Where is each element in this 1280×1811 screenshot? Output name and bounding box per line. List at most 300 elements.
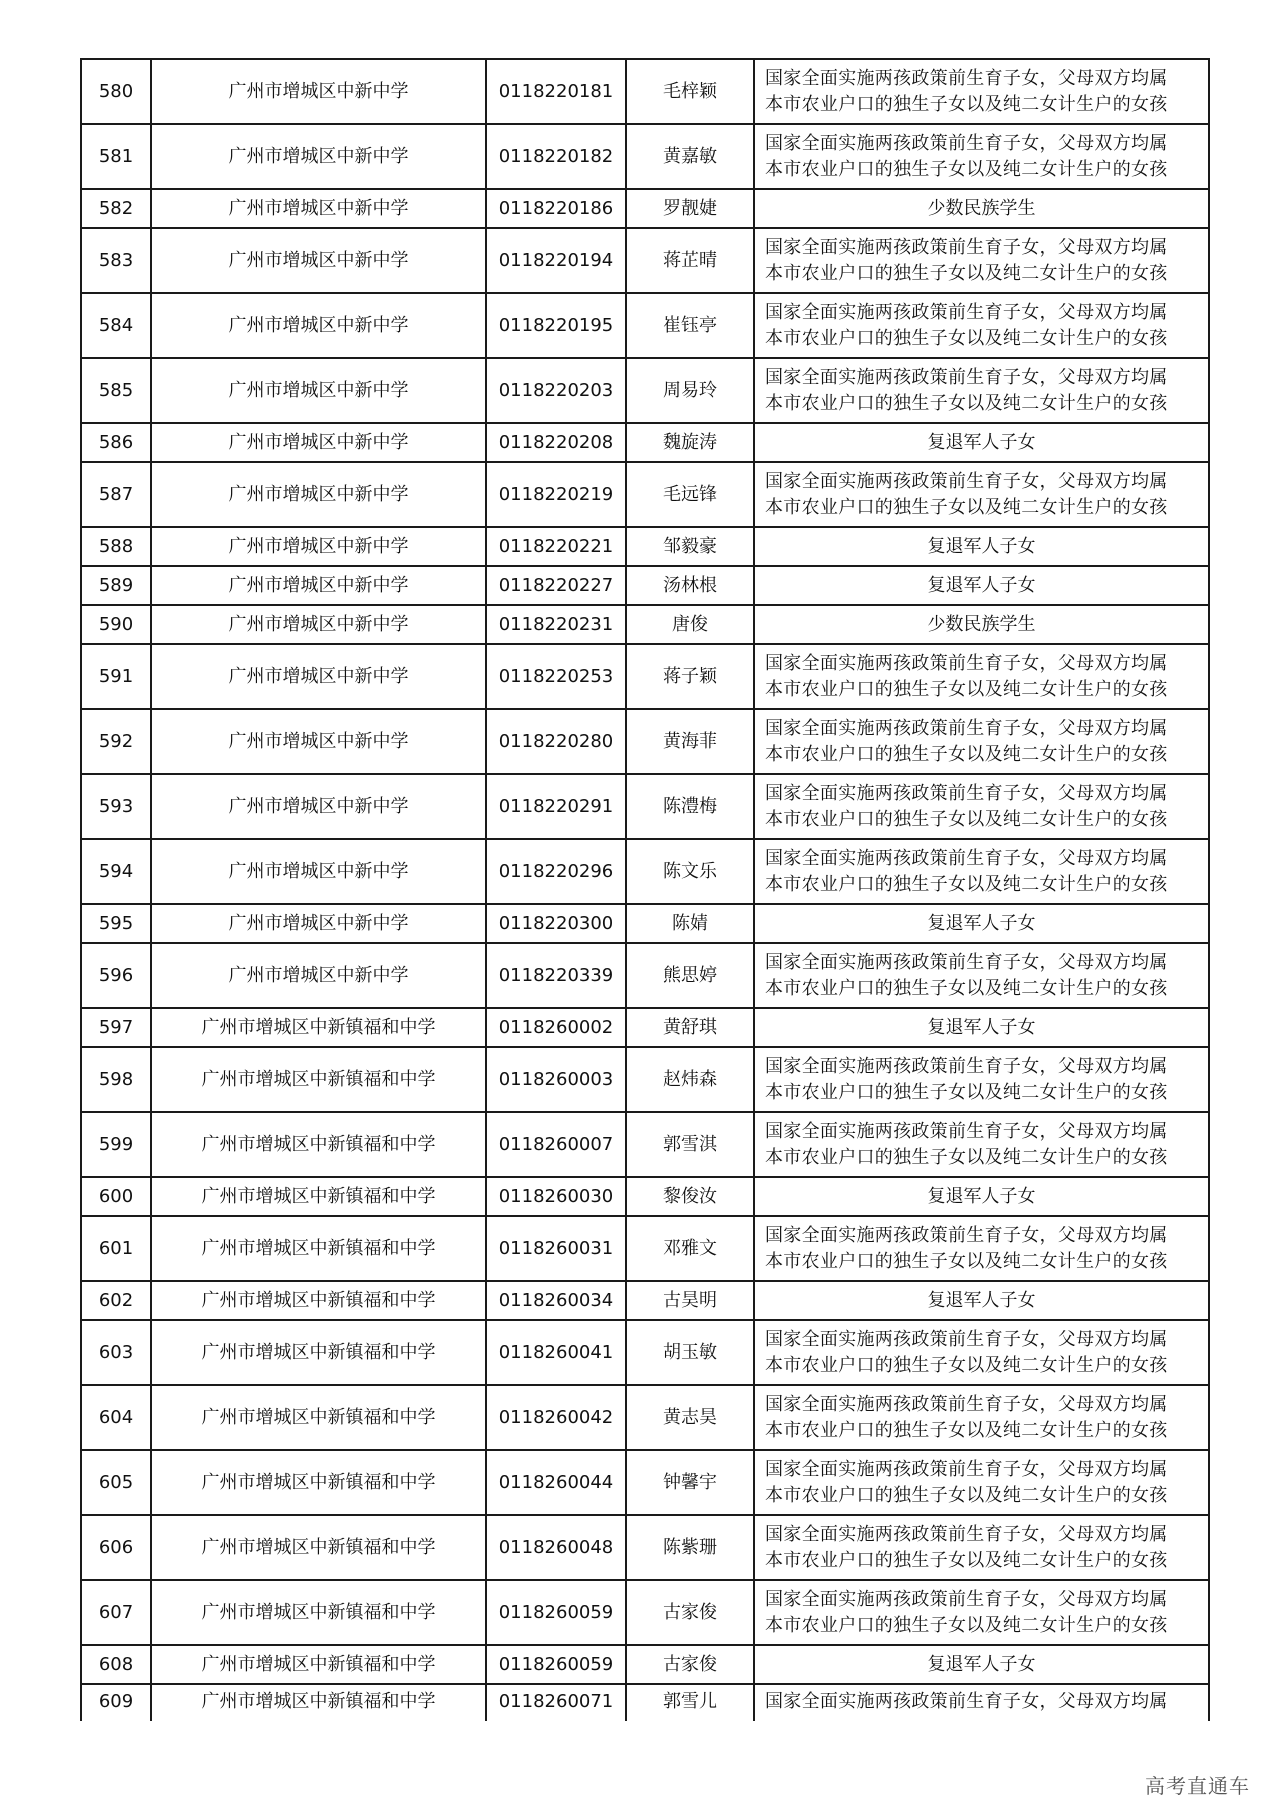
eligibility-reason bbox=[754, 644, 1209, 709]
table-row bbox=[81, 774, 1209, 839]
student-code-text: 0118220231 bbox=[498, 613, 614, 635]
school-name-text: 广州市增城区中新镇福和中学 bbox=[201, 1341, 436, 1363]
student-code bbox=[486, 228, 626, 293]
student-name-text: 毛梓颖 bbox=[663, 80, 717, 102]
school-name-text: 广州市增城区中新镇福和中学 bbox=[201, 1289, 436, 1311]
table-row bbox=[81, 189, 1209, 228]
student-name-text: 邓雅文 bbox=[663, 1237, 717, 1259]
student-code-text: 0118220291 bbox=[498, 795, 614, 817]
eligibility-reason bbox=[754, 566, 1209, 605]
eligibility-reason bbox=[754, 774, 1209, 839]
school-name-text: 广州市增城区中新镇福和中学 bbox=[201, 1653, 436, 1675]
school-name bbox=[151, 566, 486, 605]
row-index bbox=[81, 1320, 151, 1385]
school-name-text: 广州市增城区中新中学 bbox=[228, 860, 409, 882]
student-code bbox=[486, 1177, 626, 1216]
student-code bbox=[486, 1047, 626, 1112]
row-index bbox=[81, 605, 151, 644]
school-name bbox=[151, 358, 486, 423]
row-index bbox=[81, 566, 151, 605]
student-code bbox=[486, 1216, 626, 1281]
student-code-text: 0118260034 bbox=[498, 1289, 614, 1311]
row-index-text: 582 bbox=[98, 197, 134, 219]
school-name-text: 广州市增城区中新镇福和中学 bbox=[201, 1601, 436, 1623]
school-name bbox=[151, 839, 486, 904]
eligibility-reason-text: 国家全面实施两孩政策前生育子女，父母双方均属 本市农业户口的独生子女以及纯二女计生户的女孩 bbox=[765, 1328, 1168, 1376]
school-name bbox=[151, 904, 486, 943]
row-index-text: 604 bbox=[98, 1406, 134, 1428]
eligibility-reason-text: 国家全面实施两孩政策前生育子女，父母双方均属 本市农业户口的独生子女以及纯二女计生户的女孩 bbox=[765, 1588, 1168, 1636]
student-name bbox=[626, 59, 754, 124]
eligibility-reason-text: 国家全面实施两孩政策前生育子女，父母双方均属 本市农业户口的独生子女以及纯二女计生户的女孩 bbox=[765, 1458, 1168, 1506]
student-name-text: 蒋芷晴 bbox=[663, 249, 717, 271]
student-code bbox=[486, 462, 626, 527]
student-name-text: 钟馨宇 bbox=[663, 1471, 717, 1493]
row-index-text: 585 bbox=[98, 379, 134, 401]
student-code bbox=[486, 189, 626, 228]
table-row bbox=[81, 228, 1209, 293]
row-index bbox=[81, 943, 151, 1008]
row-index-text: 593 bbox=[98, 795, 134, 817]
student-code-text: 0118260030 bbox=[498, 1185, 614, 1207]
student-code-text: 0118220253 bbox=[498, 665, 614, 687]
student-code bbox=[486, 59, 626, 124]
student-name-text: 黄舒琪 bbox=[663, 1016, 717, 1038]
table-row bbox=[81, 1216, 1209, 1281]
student-name bbox=[626, 774, 754, 839]
student-code-text: 0118220182 bbox=[498, 145, 614, 167]
row-index-text: 595 bbox=[98, 912, 134, 934]
eligibility-reason-text: 国家全面实施两孩政策前生育子女，父母双方均属 本市农业户口的独生子女以及纯二女计生户的女孩 bbox=[765, 67, 1168, 115]
school-name-text: 广州市增城区中新镇福和中学 bbox=[201, 1016, 436, 1038]
student-code bbox=[486, 839, 626, 904]
table-row bbox=[81, 1112, 1209, 1177]
student-name bbox=[626, 566, 754, 605]
table-row bbox=[81, 1645, 1209, 1684]
eligibility-reason bbox=[754, 1684, 1209, 1721]
school-name-text: 广州市增城区中新中学 bbox=[228, 431, 409, 453]
eligibility-reason bbox=[754, 59, 1209, 124]
row-index-text: 601 bbox=[98, 1237, 134, 1259]
school-name bbox=[151, 293, 486, 358]
row-index bbox=[81, 423, 151, 462]
row-index-text: 605 bbox=[98, 1471, 134, 1493]
student-name-text: 郭雪儿 bbox=[663, 1691, 717, 1712]
row-index bbox=[81, 1580, 151, 1645]
student-code-text: 0118260031 bbox=[498, 1237, 614, 1259]
school-name bbox=[151, 1008, 486, 1047]
school-name-text: 广州市增城区中新中学 bbox=[228, 197, 409, 219]
school-name-text: 广州市增城区中新中学 bbox=[228, 730, 409, 752]
eligibility-reason-text: 国家全面实施两孩政策前生育子女，父母双方均属 本市农业户口的独生子女以及纯二女计生户的女孩 bbox=[765, 652, 1168, 700]
student-name bbox=[626, 605, 754, 644]
student-code bbox=[486, 1645, 626, 1684]
eligibility-reason-text: 国家全面实施两孩政策前生育子女，父母双方均属 本市农业户口的独生子女以及纯二女计生户的女孩 bbox=[765, 717, 1168, 765]
school-name-text: 广州市增城区中新中学 bbox=[228, 795, 409, 817]
student-code bbox=[486, 904, 626, 943]
student-code bbox=[486, 1580, 626, 1645]
school-name-text: 广州市增城区中新镇福和中学 bbox=[201, 1133, 436, 1155]
row-index-text: 591 bbox=[98, 665, 134, 687]
table-row bbox=[81, 59, 1209, 124]
student-code bbox=[486, 605, 626, 644]
table-row bbox=[81, 358, 1209, 423]
eligibility-reason-text: 国家全面实施两孩政策前生育子女，父母双方均属 本市农业户口的独生子女以及纯二女计生户的女孩 bbox=[765, 1055, 1168, 1103]
student-name-text: 赵炜森 bbox=[663, 1068, 717, 1090]
student-code bbox=[486, 1320, 626, 1385]
row-index bbox=[81, 709, 151, 774]
student-name-text: 古家俊 bbox=[663, 1653, 717, 1675]
eligibility-reason bbox=[754, 1320, 1209, 1385]
row-index-text: 600 bbox=[98, 1185, 134, 1207]
row-index bbox=[81, 189, 151, 228]
student-name-text: 黎俊汝 bbox=[663, 1185, 717, 1207]
student-code-text: 0118260042 bbox=[498, 1406, 614, 1428]
row-index-text: 586 bbox=[98, 431, 134, 453]
eligibility-reason bbox=[754, 904, 1209, 943]
eligibility-reason bbox=[754, 943, 1209, 1008]
eligibility-reason-text: 少数民族学生 bbox=[927, 197, 1036, 219]
school-name bbox=[151, 423, 486, 462]
eligibility-reason bbox=[754, 358, 1209, 423]
student-code-text: 0118220219 bbox=[498, 483, 614, 505]
student-code-text: 0118220296 bbox=[498, 860, 614, 882]
student-name bbox=[626, 1177, 754, 1216]
school-name bbox=[151, 1450, 486, 1515]
school-name bbox=[151, 189, 486, 228]
school-name bbox=[151, 774, 486, 839]
row-index-text: 597 bbox=[98, 1016, 134, 1038]
row-index bbox=[81, 1177, 151, 1216]
table-row bbox=[81, 605, 1209, 644]
school-name bbox=[151, 709, 486, 774]
school-name bbox=[151, 1645, 486, 1684]
student-code-text: 0118220181 bbox=[498, 80, 614, 102]
student-name bbox=[626, 423, 754, 462]
school-name bbox=[151, 1112, 486, 1177]
table-row bbox=[81, 124, 1209, 189]
student-code-text: 0118220221 bbox=[498, 535, 614, 557]
eligibility-reason-text: 少数民族学生 bbox=[927, 613, 1036, 635]
student-code-text: 0118260059 bbox=[498, 1601, 614, 1623]
eligibility-reason-text: 复退军人子女 bbox=[927, 1289, 1036, 1311]
student-name-text: 胡玉敏 bbox=[663, 1341, 717, 1363]
enrollment-table bbox=[80, 58, 1210, 1721]
school-name-text: 广州市增城区中新中学 bbox=[228, 574, 409, 596]
student-code-text: 0118220280 bbox=[498, 730, 614, 752]
eligibility-reason-text: 国家全面实施两孩政策前生育子女，父母双方均属 bbox=[765, 1691, 1168, 1712]
school-name bbox=[151, 228, 486, 293]
table-row bbox=[81, 1047, 1209, 1112]
eligibility-reason bbox=[754, 527, 1209, 566]
school-name-text: 广州市增城区中新中学 bbox=[228, 483, 409, 505]
school-name-text: 广州市增城区中新中学 bbox=[228, 535, 409, 557]
row-index-text: 599 bbox=[98, 1133, 134, 1155]
student-code bbox=[486, 1008, 626, 1047]
table-row bbox=[81, 904, 1209, 943]
student-name bbox=[626, 1320, 754, 1385]
student-code bbox=[486, 644, 626, 709]
eligibility-reason-text: 复退军人子女 bbox=[927, 1016, 1036, 1038]
student-name bbox=[626, 1216, 754, 1281]
school-name bbox=[151, 59, 486, 124]
row-index bbox=[81, 1281, 151, 1320]
school-name-text: 广州市增城区中新中学 bbox=[228, 379, 409, 401]
school-name-text: 广州市增城区中新镇福和中学 bbox=[201, 1406, 436, 1428]
student-name-text: 陈紫珊 bbox=[663, 1536, 717, 1558]
row-index-text: 580 bbox=[98, 80, 134, 102]
student-code-text: 0118260007 bbox=[498, 1133, 614, 1155]
student-code bbox=[486, 709, 626, 774]
student-name bbox=[626, 1047, 754, 1112]
eligibility-reason bbox=[754, 605, 1209, 644]
student-name bbox=[626, 1385, 754, 1450]
student-code-text: 0118220195 bbox=[498, 314, 614, 336]
document-page bbox=[80, 58, 1208, 1721]
student-name bbox=[626, 228, 754, 293]
student-name bbox=[626, 644, 754, 709]
row-index bbox=[81, 1112, 151, 1177]
student-code bbox=[486, 943, 626, 1008]
row-index-text: 598 bbox=[98, 1068, 134, 1090]
school-name bbox=[151, 462, 486, 527]
row-index bbox=[81, 644, 151, 709]
school-name bbox=[151, 1684, 486, 1721]
school-name bbox=[151, 1281, 486, 1320]
student-code bbox=[486, 423, 626, 462]
row-index-text: 588 bbox=[98, 535, 134, 557]
student-name-text: 崔钰亭 bbox=[663, 314, 717, 336]
row-index-text: 584 bbox=[98, 314, 134, 336]
student-name bbox=[626, 1281, 754, 1320]
eligibility-reason-text: 国家全面实施两孩政策前生育子女，父母双方均属 本市农业户口的独生子女以及纯二女计生户的女孩 bbox=[765, 1393, 1168, 1441]
student-name-text: 陈澧梅 bbox=[663, 795, 717, 817]
row-index bbox=[81, 59, 151, 124]
eligibility-reason bbox=[754, 462, 1209, 527]
student-code bbox=[486, 1515, 626, 1580]
student-code-text: 0118260002 bbox=[498, 1016, 614, 1038]
eligibility-reason bbox=[754, 1047, 1209, 1112]
table-row bbox=[81, 644, 1209, 709]
student-code-text: 0118220300 bbox=[498, 912, 614, 934]
student-code bbox=[486, 1281, 626, 1320]
table-row bbox=[81, 839, 1209, 904]
student-name-text: 邹毅豪 bbox=[663, 535, 717, 557]
school-name-text: 广州市增城区中新中学 bbox=[228, 145, 409, 167]
eligibility-reason-text: 复退军人子女 bbox=[927, 535, 1036, 557]
row-index bbox=[81, 1450, 151, 1515]
table-row bbox=[81, 943, 1209, 1008]
student-code bbox=[486, 1684, 626, 1721]
student-code-text: 0118220203 bbox=[498, 379, 614, 401]
row-index-text: 581 bbox=[98, 145, 134, 167]
school-name-text: 广州市增城区中新中学 bbox=[228, 314, 409, 336]
student-name bbox=[626, 839, 754, 904]
row-index-text: 609 bbox=[98, 1691, 134, 1712]
row-index-text: 606 bbox=[98, 1536, 134, 1558]
school-name bbox=[151, 605, 486, 644]
student-code-text: 0118220227 bbox=[498, 574, 614, 596]
table-row bbox=[81, 1281, 1209, 1320]
student-name bbox=[626, 358, 754, 423]
row-index-text: 594 bbox=[98, 860, 134, 882]
student-code-text: 0118260071 bbox=[498, 1691, 614, 1712]
watermark-text: 高考直通车 bbox=[1145, 1774, 1250, 1798]
eligibility-reason bbox=[754, 1177, 1209, 1216]
student-name bbox=[626, 189, 754, 228]
school-name bbox=[151, 1385, 486, 1450]
row-index-text: 592 bbox=[98, 730, 134, 752]
student-name-text: 魏旋涛 bbox=[663, 431, 717, 453]
school-name bbox=[151, 1320, 486, 1385]
school-name bbox=[151, 943, 486, 1008]
student-code-text: 0118220194 bbox=[498, 249, 614, 271]
student-name-text: 陈婧 bbox=[672, 912, 708, 934]
student-code bbox=[486, 1112, 626, 1177]
student-name-text: 罗靓婕 bbox=[663, 197, 717, 219]
table-body bbox=[81, 59, 1209, 1721]
student-name bbox=[626, 1112, 754, 1177]
row-index bbox=[81, 527, 151, 566]
row-index bbox=[81, 293, 151, 358]
eligibility-reason bbox=[754, 189, 1209, 228]
row-index bbox=[81, 1008, 151, 1047]
student-name bbox=[626, 943, 754, 1008]
row-index bbox=[81, 1047, 151, 1112]
student-name-text: 古昊明 bbox=[663, 1289, 717, 1311]
row-index bbox=[81, 774, 151, 839]
table-row bbox=[81, 709, 1209, 774]
eligibility-reason bbox=[754, 1281, 1209, 1320]
student-name-text: 蒋子颖 bbox=[663, 665, 717, 687]
row-index bbox=[81, 1684, 151, 1721]
row-index bbox=[81, 1216, 151, 1281]
student-code bbox=[486, 1385, 626, 1450]
school-name bbox=[151, 527, 486, 566]
student-code bbox=[486, 1450, 626, 1515]
row-index bbox=[81, 462, 151, 527]
table-row bbox=[81, 1580, 1209, 1645]
table-row bbox=[81, 1320, 1209, 1385]
row-index bbox=[81, 839, 151, 904]
student-code bbox=[486, 124, 626, 189]
row-index-text: 607 bbox=[98, 1601, 134, 1623]
row-index bbox=[81, 124, 151, 189]
table-row bbox=[81, 462, 1209, 527]
student-name-text: 陈文乐 bbox=[663, 860, 717, 882]
table-row bbox=[81, 527, 1209, 566]
student-code-text: 0118220339 bbox=[498, 964, 614, 986]
eligibility-reason-text: 国家全面实施两孩政策前生育子女，父母双方均属 本市农业户口的独生子女以及纯二女计生户的女孩 bbox=[765, 301, 1168, 349]
student-name bbox=[626, 1684, 754, 1721]
eligibility-reason-text: 国家全面实施两孩政策前生育子女，父母双方均属 本市农业户口的独生子女以及纯二女计生户的女孩 bbox=[765, 470, 1168, 518]
student-name bbox=[626, 1580, 754, 1645]
row-index bbox=[81, 1645, 151, 1684]
student-name bbox=[626, 1450, 754, 1515]
school-name-text: 广州市增城区中新中学 bbox=[228, 80, 409, 102]
student-code-text: 0118260059 bbox=[498, 1653, 614, 1675]
student-name bbox=[626, 1515, 754, 1580]
student-name bbox=[626, 904, 754, 943]
student-name bbox=[626, 709, 754, 774]
student-code bbox=[486, 293, 626, 358]
eligibility-reason bbox=[754, 1645, 1209, 1684]
eligibility-reason-text: 国家全面实施两孩政策前生育子女，父母双方均属 本市农业户口的独生子女以及纯二女计生户的女孩 bbox=[765, 782, 1168, 830]
row-index bbox=[81, 228, 151, 293]
eligibility-reason bbox=[754, 1450, 1209, 1515]
school-name-text: 广州市增城区中新中学 bbox=[228, 912, 409, 934]
row-index-text: 587 bbox=[98, 483, 134, 505]
eligibility-reason-text: 复退军人子女 bbox=[927, 912, 1036, 934]
eligibility-reason-text: 复退军人子女 bbox=[927, 574, 1036, 596]
eligibility-reason-text: 国家全面实施两孩政策前生育子女，父母双方均属 本市农业户口的独生子女以及纯二女计生户的女孩 bbox=[765, 132, 1168, 180]
student-name-text: 黄嘉敏 bbox=[663, 145, 717, 167]
table-row bbox=[81, 423, 1209, 462]
student-code-text: 0118220186 bbox=[498, 197, 614, 219]
eligibility-reason bbox=[754, 1580, 1209, 1645]
school-name-text: 广州市增城区中新中学 bbox=[228, 665, 409, 687]
eligibility-reason-text: 国家全面实施两孩政策前生育子女，父母双方均属 本市农业户口的独生子女以及纯二女计生户的女孩 bbox=[765, 847, 1168, 895]
eligibility-reason bbox=[754, 839, 1209, 904]
school-name-text: 广州市增城区中新镇福和中学 bbox=[201, 1185, 436, 1207]
student-name-text: 毛远锋 bbox=[663, 483, 717, 505]
school-name bbox=[151, 1580, 486, 1645]
student-code-text: 0118220208 bbox=[498, 431, 614, 453]
row-index-text: 608 bbox=[98, 1653, 134, 1675]
student-name-text: 郭雪淇 bbox=[663, 1133, 717, 1155]
eligibility-reason-text: 国家全面实施两孩政策前生育子女，父母双方均属 本市农业户口的独生子女以及纯二女计生户的女孩 bbox=[765, 1224, 1168, 1272]
school-name-text: 广州市增城区中新镇福和中学 bbox=[201, 1691, 436, 1712]
eligibility-reason-text: 国家全面实施两孩政策前生育子女，父母双方均属 本市农业户口的独生子女以及纯二女计生户的女孩 bbox=[765, 236, 1168, 284]
table-row bbox=[81, 1450, 1209, 1515]
student-name-text: 古家俊 bbox=[663, 1601, 717, 1623]
school-name-text: 广州市增城区中新中学 bbox=[228, 613, 409, 635]
row-index-text: 583 bbox=[98, 249, 134, 271]
student-name bbox=[626, 124, 754, 189]
student-code-text: 0118260048 bbox=[498, 1536, 614, 1558]
school-name-text: 广州市增城区中新镇福和中学 bbox=[201, 1471, 436, 1493]
eligibility-reason bbox=[754, 709, 1209, 774]
eligibility-reason-text: 国家全面实施两孩政策前生育子女，父母双方均属 本市农业户口的独生子女以及纯二女计生户的女孩 bbox=[765, 951, 1168, 999]
student-name-text: 黄志昊 bbox=[663, 1406, 717, 1428]
row-index-text: 590 bbox=[98, 613, 134, 635]
student-name bbox=[626, 527, 754, 566]
table-row bbox=[81, 566, 1209, 605]
school-name bbox=[151, 1515, 486, 1580]
row-index bbox=[81, 904, 151, 943]
table-row bbox=[81, 1515, 1209, 1580]
table-row bbox=[81, 1008, 1209, 1047]
eligibility-reason-text: 国家全面实施两孩政策前生育子女，父母双方均属 本市农业户口的独生子女以及纯二女计生户的女孩 bbox=[765, 366, 1168, 414]
student-code-text: 0118260003 bbox=[498, 1068, 614, 1090]
eligibility-reason bbox=[754, 293, 1209, 358]
school-name bbox=[151, 1216, 486, 1281]
row-index-text: 589 bbox=[98, 574, 134, 596]
row-index bbox=[81, 1385, 151, 1450]
eligibility-reason bbox=[754, 1515, 1209, 1580]
eligibility-reason-text: 国家全面实施两孩政策前生育子女，父母双方均属 本市农业户口的独生子女以及纯二女计生户的女孩 bbox=[765, 1523, 1168, 1571]
student-name bbox=[626, 1645, 754, 1684]
row-index-text: 603 bbox=[98, 1341, 134, 1363]
school-name bbox=[151, 1047, 486, 1112]
school-name-text: 广州市增城区中新镇福和中学 bbox=[201, 1068, 436, 1090]
table-row bbox=[81, 1177, 1209, 1216]
row-index bbox=[81, 358, 151, 423]
student-code-text: 0118260041 bbox=[498, 1341, 614, 1363]
eligibility-reason bbox=[754, 423, 1209, 462]
school-name-text: 广州市增城区中新中学 bbox=[228, 249, 409, 271]
student-name-text: 唐俊 bbox=[672, 613, 708, 635]
